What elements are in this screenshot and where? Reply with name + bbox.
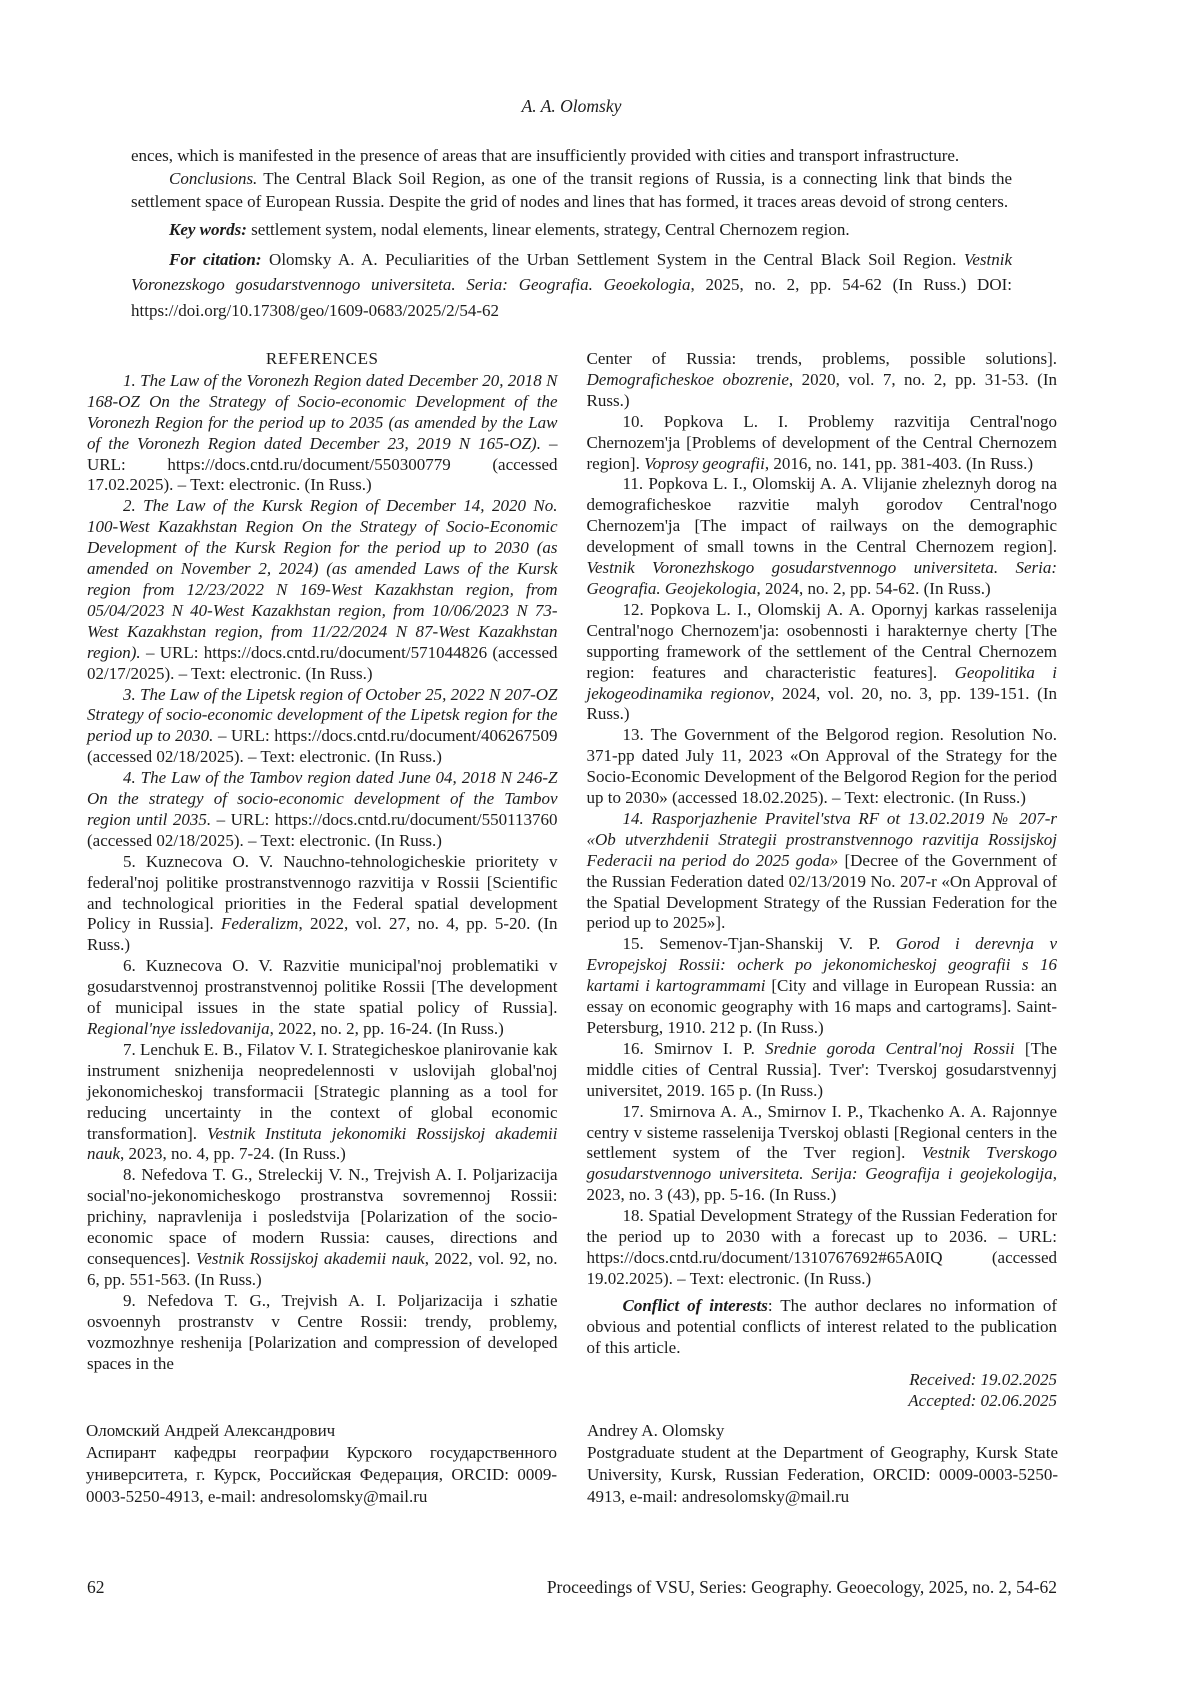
reference-item: 6. Kuznecova O. V. Razvitie municipal'noj problematiki v gosudarstvennoj prostranstvennoj politike Rossii [The development of municipal issues in the state spatial policy of Russia]. Regional'nye issledovanija, 2022, no. 2, pp. 16-24. (In Russ.)	[87, 956, 558, 1038]
reference-item: 10. Popkova L. I. Problemy razvitija Central'nogo Chernozem'ja [Problems of development of the Central Chernozem region]. Voprosy geografii, 2016, no. 141, pp. 381-403. (In Russ.)	[586, 411, 1057, 473]
reference-item: 5. Kuznecova O. V. Nauchno-tehnologicheskie prioritety v federal'noj politike prostranstvennogo razvitija v Rossii [Scientific and technological priorities in the Federal spatial development Policy in Russia]. Federalizm, 2022, vol. 27, no. 4, pp. 5-20. (In Russ.)	[87, 851, 558, 955]
page-number: 62	[87, 1577, 105, 1597]
conflict-of-interests-paragraph: Conflict of interests: The author declares no information of obvious and potential conflicts of interest related to the publication of this article.	[586, 1295, 1057, 1357]
reference-item: 12. Popkova L. I., Olomskij A. A. Opornyj karkas rasselenija Central'nogo Chernozem'ja: osobennosti i harakternye cherty [The supporting framework of the settlement of the Central Chernozem region: features and characteristic features]. Geopolitika i jekogeodinamika regionov, 2024, vol. 20, no. 3, pp. 139-151. (In Russ.)	[586, 599, 1057, 724]
accepted-date: Accepted: 02.06.2025	[908, 1390, 1057, 1410]
author-name-en: Andrey A. Olomsky	[587, 1421, 725, 1440]
reference-item: 1. The Law of the Voronezh Region dated December 20, 2018 N 168-OZ On the Strategy of Socio-economic Development of the Voronezh Region for the period up to 2035 (as amended by the Law of the Voronezh Region dated December 23, 2019 N 165-OZ). – URL: https://docs.cntd.ru/document/550300779 (accessed 17.02.2025). – Text: electronic. (In Russ.)	[87, 370, 558, 495]
references-list-2	[587, 349, 1058, 1290]
references-list-1	[87, 371, 558, 1375]
dates-block	[587, 1369, 1058, 1411]
citation-paragraph: For citation: Olomsky A. A. Peculiarities of the Urban Settlement System in the Central Black Soil Region. Vestnik Voronezskogo gosudarstvennogo universiteta. Seria: Geografia. Geoekologia, 2025, no. 2, pp. 54-62 (In Russ.) DOI: https://doi.org/10.17308/geo/1609-0683/2025/2/54-62	[131, 249, 1013, 320]
reference-item: 18. Spatial Development Strategy of the Russian Federation for the period up to 2030 with a forecast up to 2036. – URL: https://docs.cntd.ru/document/1310767692#65A0IQ (accessed 19.02.2025). – Text: electronic. (In Russ.)	[586, 1206, 1057, 1288]
reference-item: 11. Popkova L. I., Olomskij A. A. Vlijanie zheleznyh dorog na demograficheskoe razvitie malyh gorodov Central'nogo Chernozem'ja [The impact of railways on the demographic development of small towns in the Central Chernozem region]. Vestnik Voronezhskogo gosudarstvennogo universiteta. Seria: Geografia. Geojekologia, 2024, no. 2, pp. 54-62. (In Russ.)	[586, 474, 1057, 598]
reference-item: 2. The Law of the Kursk Region of December 14, 2020 No. 100-West Kazakhstan Region On the Strategy of Socio-Economic Development of the Kursk Region for the period up to 2030 (as amended on November 2, 2024) (as amended Laws of the Kursk region from 12/23/2022 N 169-West Kazakhstan region, from 05/04/2023 N 40-West Kazakhstan region, from 10/06/2023 N 73-West Kazakhstan region, from 11/22/2024 N 87-West Kazakhstan region). – URL: https://docs.cntd.ru/document/571044826 (accessed 02/17/2025). – Text: electronic. (In Russ.)	[87, 496, 558, 683]
keywords-paragraph: Key words: settlement system, nodal elements, linear elements, strategy, Central Chernozem region.	[169, 220, 850, 239]
conclusions-paragraph: Conclusions. The Central Black Soil Region, as one of the transit regions of Russia, is a connecting link that binds the settlement space of European Russia. Despite the grid of nodes and lines that has formed, it traces areas devoid of strong centers.	[131, 169, 1012, 211]
reference-item: 15. Semenov-Tjan-Shanskij V. P. Gorod i derevnja v Evropejskoj Rossii: ocherk po jekonomicheskoj geografii s 16 kartami i kartogrammami [City and village in European Russia: an essay on economic geography with 16 maps and cartograms]. Saint-Petersburg, 1910. 212 p. (In Russ.)	[586, 934, 1058, 1037]
reference-item: 4. The Law of the Tambov region dated June 04, 2018 N 246-Z On the strategy of socio-economic development of the Tambov region until 2035. – URL: https://docs.cntd.ru/document/550113760 (accessed 02/18/2025). – Text: electronic. (In Russ.)	[87, 768, 558, 850]
reference-item: 8. Nefedova T. G., Streleckij V. N., Trejvish A. I. Poljarizacija social'no-jekonomicheskogo prostranstva sovremennoj Rossii: prichiny, napravlenija i posledstvija [Polarization of the socio-economic space of modern Russia: causes, directions and consequences]. Vestnik Rossijskoj akademii nauk, 2022, vol. 92, no. 6, pp. 551-563. (In Russ.)	[87, 1165, 558, 1289]
reference-item: 7. Lenchuk E. B., Filatov V. I. Strategicheskoe planirovanie kak instrument snizhenija neopredelennosti v uslovijah global'noj jekonomicheskoj transformacii [Strategic planning as a tool for reducing uncertainty in the context of global economic transformation]. Vestnik Instituta jekonomiki Rossijskoj akademii nauk, 2023, no. 4, pp. 7-24. (In Russ.)	[87, 1039, 558, 1164]
reference-item: 14. Rasporjazhenie Pravitel'stva RF ot 13.02.2019 № 207-r «Ob utverzhdenii Strategii prostranstvennogo razvitija Rossijskoj Federacii na period do 2025 goda» [Decree of the Government of the Russian Federation dated 02/13/2019 No. 207-r «On Approval of the Spatial Development Strategy of the Russian Federation for the period up to 2025»].	[586, 808, 1057, 933]
reference-item: 3. The Law of the Lipetsk region of October 25, 2022 N 207-OZ Strategy of socio-economic development of the Lipetsk region for the period up to 2030. – URL: https://docs.cntd.ru/document/406267509 (accessed 02/18/2025). – Text: electronic. (In Russ.)	[87, 684, 558, 767]
journal-footer-line: Proceedings of VSU, Series: Geography. Geoecology, 2025, no. 2, 54-62	[546, 1577, 1057, 1597]
author-affiliation-ru: Аспирант кафедры географии Курского государственного университета, г. Курск, Российская Федерация, ORCID: 0009-0003-5250-4913, e-mail: andresolomsky@mail.ru	[86, 1443, 557, 1506]
author-info-ru	[86, 1420, 557, 1508]
references-heading: REFERENCES	[265, 349, 379, 368]
reference-item: Center of Russia: trends, problems, possible solutions]. Demograficheskoe obozrenie, 2020, vol. 7, no. 2, pp. 31-53. (In Russ.)	[586, 349, 1057, 410]
reference-item: 17. Smirnova A. A., Smirnov I. P., Tkachenko A. A. Rajonnye centry v sisteme rasselenija Tverskoj oblasti [Regional centers in the settlement system of the Tver region]. Vestnik Tverskogo gosudarstvennogo universiteta. Serija: Geografija i geojekologija, 2023, no. 3 (43), pp. 5-16. (In Russ.)	[586, 1101, 1057, 1205]
reference-item: 9. Nefedova T. G., Trejvish A. I. Poljarizacija i szhatie osvoennyh prostranstv v Centre Rossii: trendy, problemy, vozmozhnye reshenija [Polarization and compression of developed spaces in the	[87, 1290, 558, 1373]
author-info-section	[86, 1420, 1058, 1508]
author-name-ru: Оломский Андрей Александрович	[86, 1421, 336, 1440]
references-section	[87, 349, 1057, 1411]
author-affiliation-en: Postgraduate student at the Department of Geography, Kursk State University, Kursk, Russian Federation, ORCID: 0009-0003-5250-4913, e-mail: andresolomsky@mail.ru	[587, 1443, 1058, 1506]
author-info-en	[587, 1420, 1058, 1508]
references-column-2	[587, 349, 1058, 1411]
reference-item: 16. Smirnov I. P. Srednie goroda Central'noj Rossii [The middle cities of Central Russia]. Tver': Tverskoj gosudarstvennyj universitet, 2019. 165 p. (In Russ.)	[586, 1038, 1058, 1100]
running-head: A. A. Olomsky	[521, 96, 622, 116]
page-footer	[87, 1577, 1057, 1598]
references-column-1	[87, 349, 558, 1411]
reference-item: 13. The Government of the Belgorod region. Resolution No. 371-pp dated July 11, 2023 «On Approval of the Strategy for the Socio-Economic Development of the Belgorod Region for the period up to 2030» (accessed 18.02.2025). – Text: electronic. (In Russ.)	[586, 725, 1057, 808]
abstract-continuation-paragraph: ences, which is manifested in the presence of areas that are insufficiently provided with cities and transport infrastructure.	[131, 146, 960, 165]
received-date: Received: 19.02.2025	[909, 1369, 1057, 1389]
abstract-block	[131, 144, 1012, 323]
